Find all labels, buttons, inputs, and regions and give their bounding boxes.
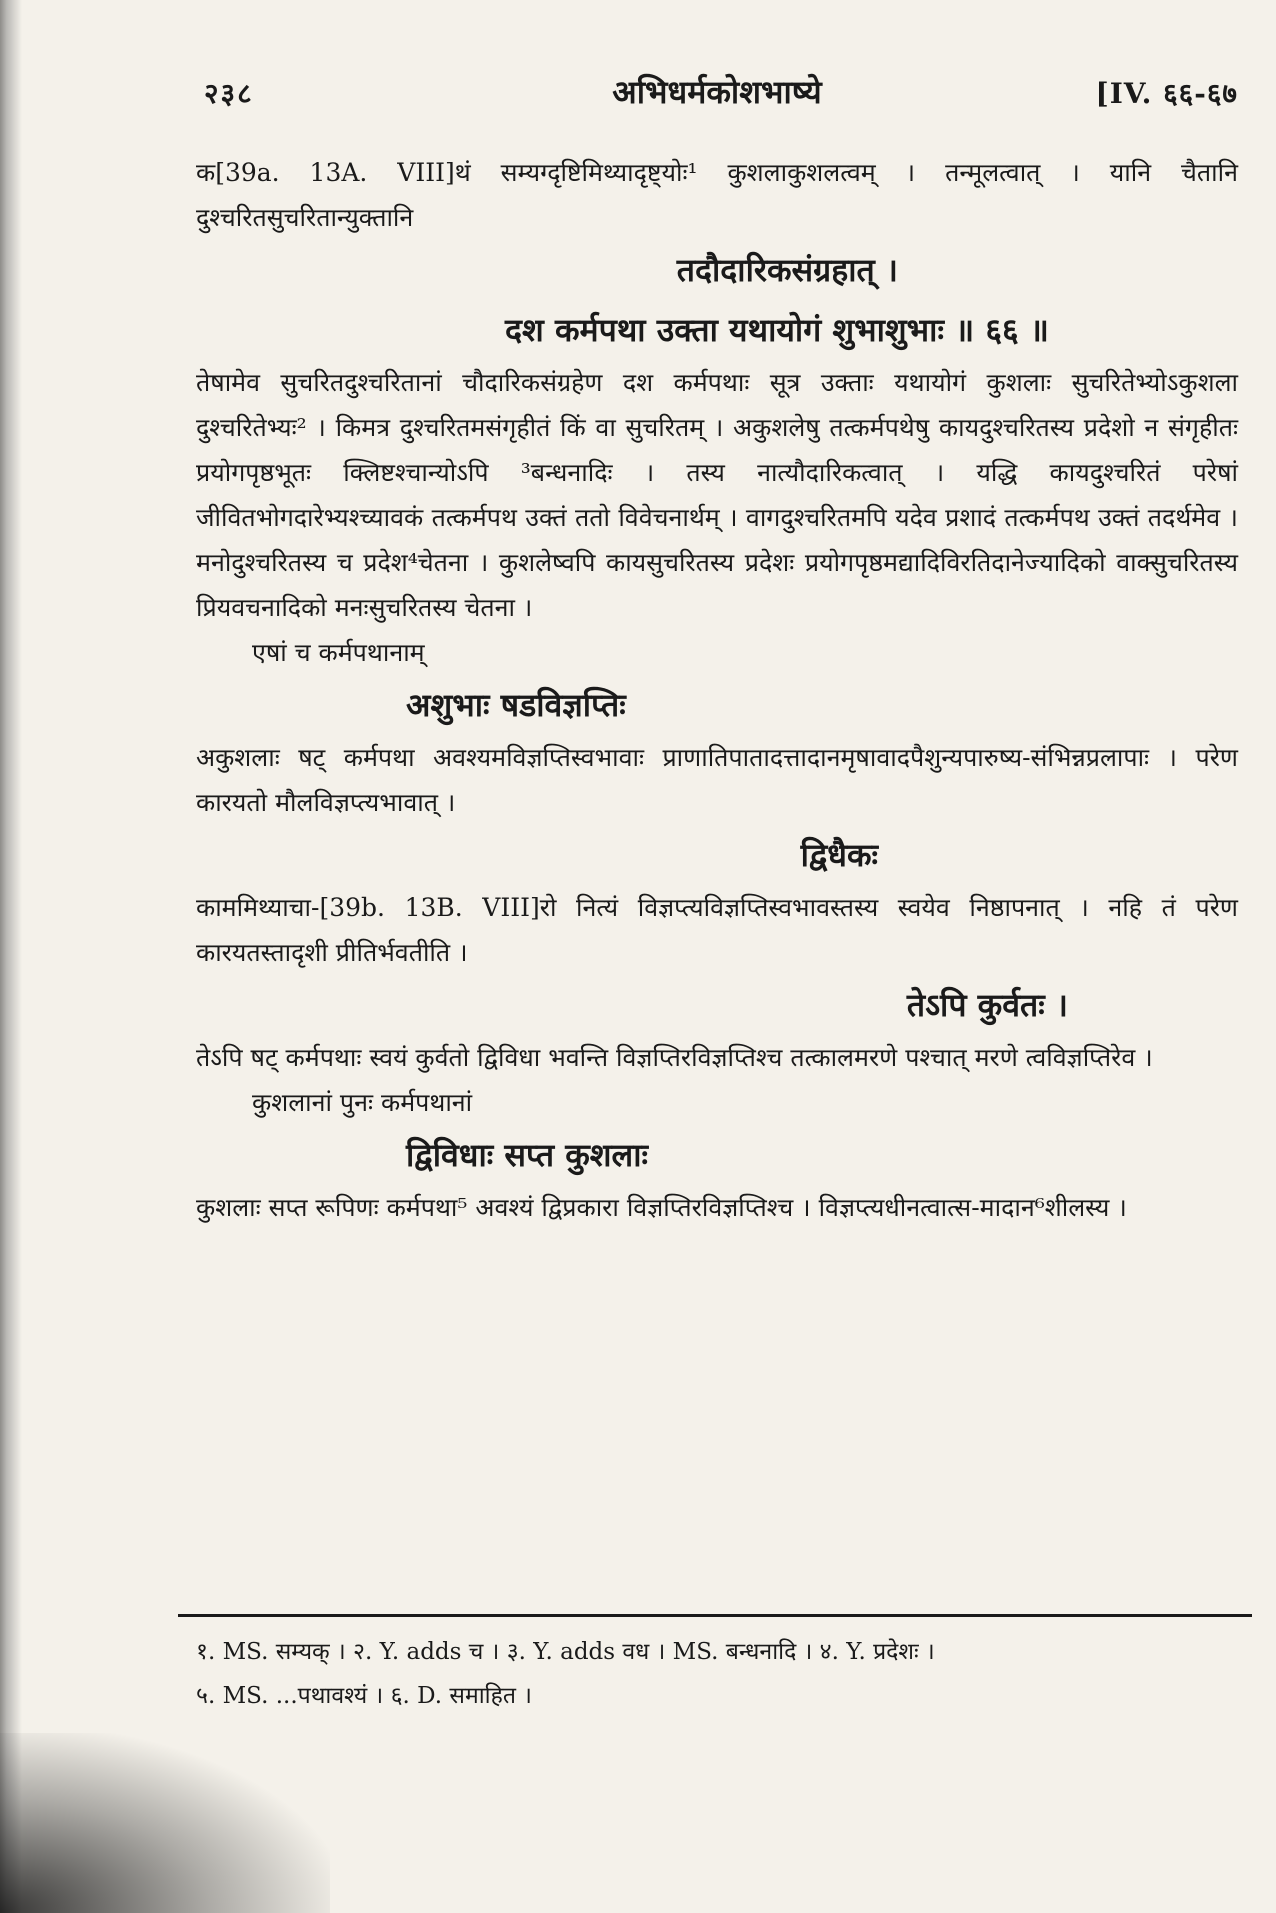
footnote-rule: [178, 1614, 1252, 1617]
karika-verse: द्विविधाः सप्त कुशलाः: [406, 1136, 648, 1174]
paragraph: एषां च कर्मपथानाम्: [252, 638, 425, 667]
paragraph: क[39a. 13A. VIII]थं सम्यग्दृष्टिमिथ्यादृष्ट्योः¹ कुशलाकुशलत्वम् । तन्मूलत्वात् । यानि चैतानि दुश्चरितसुचरितान्युक्तानि: [196, 158, 1238, 232]
paragraph: काममिथ्याचा-[39b. 13B. VIII]रो नित्यं विज्ञप्त्यविज्ञप्तिस्वभावस्तस्य स्वयेव निष्ठापनात् । नहि तं परेण कारयतस्तादृशी प्रीतिर्भवतीति ।: [196, 893, 1238, 967]
page-number: २३८: [204, 77, 254, 110]
main-text: [196, 150, 1238, 1230]
verse-reference: [IV. ६६-६७: [1095, 77, 1238, 110]
karika-verse: तेऽपि कुर्वतः ।: [906, 986, 1068, 1024]
running-title: अभिधर्मकोशभाष्ये: [612, 73, 822, 111]
paragraph: कुशलानां पुनः कर्मपथानां: [252, 1088, 473, 1117]
karika-verse: तदौदारिकसंग्रहात् ।: [676, 251, 898, 289]
paragraph: तेषामेव सुचरितदुश्चरितानां चौदारिकसंग्रहेण दश कर्मपथाः सूत्र उक्ताः यथायोगं कुशलाः सुचरितेभ्योऽकुशला दुश्चरितेभ्यः² । किमत्र दुश्चरितमसंगृहीतं किं वा सुचरितम् । अकुशलेषु तत्कर्मपथेषु कायदुश्चरितस्य प्रदेशो न संगृहीतः प्रयोगपृष्ठभूतः क्लिष्टश्चान्योऽपि ³बन्धनादिः । तस्य नात्यौदारिकत्वात् । यद्धि कायदुश्चरितं परेषां जीवितभोगदारेभ्यश्च्यावकं तत्कर्मपथ उक्तं ततो विवेचनार्थम् । वागदुश्चरितमपि यदेव प्रशादं तत्कर्मपथ उक्तं तदर्थमेव । मनोदुश्चरितस्य च प्रदेश⁴चेतना । कुशलेष्वपि कायसुचरितस्य प्रदेशः प्रयोगपृष्ठमद्यादिविरतिदानेज्यादिको वाक्सुचरितस्य प्रियवचनादिको मनःसुचरितस्य चेतना ।: [196, 368, 1238, 622]
paragraph: कुशलाः सप्त रूपिणः कर्मपथा⁵ अवश्यं द्विप्रकारा विज्ञप्तिरविज्ञप्तिश्च । विज्ञप्त्यधीनत्वात्स-मादान⁶शीलस्य ।: [196, 1193, 1127, 1222]
footnote-line: ५. MS. ...पथावश्यं । ६. D. समाहित ।: [196, 1683, 532, 1709]
scan-corner-shadow: [0, 1733, 330, 1913]
karika-verse: दश कर्मपथा उक्ता यथायोगं शुभाशुभाः ॥ ६६ ॥: [505, 311, 1049, 349]
footnote-line: १. MS. सम्यक् । २. Y. adds च । ३. Y. adds वध । MS. बन्धनादि । ४. Y. प्रदेशः ।: [196, 1639, 935, 1665]
page-edge-shadow: [0, 0, 22, 1913]
footnotes: [196, 1630, 1246, 1718]
paragraph: तेऽपि षट् कर्मपथाः स्वयं कुर्वतो द्विविधा भवन्ति विज्ञप्तिरविज्ञप्तिश्च तत्कालमरणे पश्चात् मरणे त्वविज्ञप्तिरेव ।: [196, 1043, 1153, 1072]
paragraph: अकुशलाः षट् कर्मपथा अवश्यमविज्ञप्तिस्वभावाः प्राणातिपातादत्तादानमृषावादपैशुन्यपारुष्य-संभिन्नप्रलापाः । परेण कारयतो मौलविज्ञप्त्यभावात् ।: [196, 743, 1238, 817]
karika-verse: अशुभाः षडविज्ञप्तिः: [406, 686, 626, 724]
running-head: [196, 70, 1238, 114]
karika-verse: द्विधैकः: [800, 836, 878, 874]
